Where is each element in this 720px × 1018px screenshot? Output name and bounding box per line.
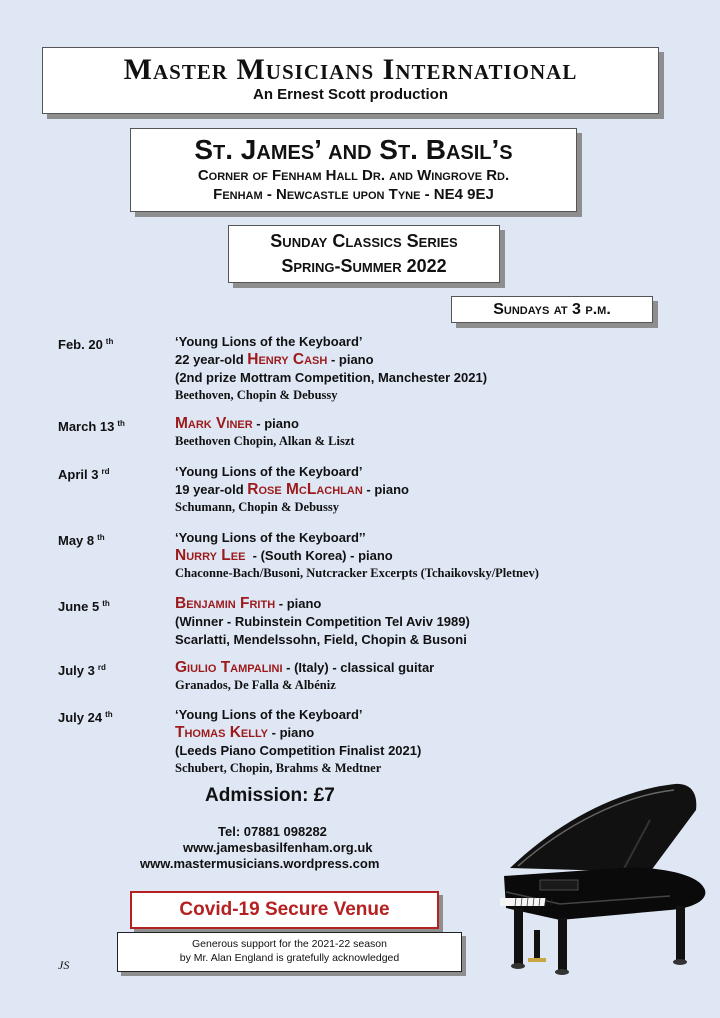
artist-name: Giulio Tampalini (175, 659, 283, 676)
event-tagline: ‘Young Lions of the Keyboard’ (175, 707, 363, 722)
event-date: July 3 $^{rd}$ (58, 663, 106, 678)
event-date: June 5 $^{th}$ (58, 599, 110, 614)
event-tagline: ‘Young Lions of the Keyboard’’ (175, 530, 366, 545)
event-tagline: ‘Young Lions of the Keyboard’ (175, 334, 363, 349)
artist-name: Rose McLachlan (247, 481, 363, 498)
event-performer-line: Thomas Kelly - piano (175, 724, 315, 741)
support-banner (117, 932, 462, 972)
header-subtitle: An Ernest Scott production (253, 86, 448, 103)
event-date: July 24 $^{th}$ (58, 710, 113, 725)
support-text: by Mr. Alan England is gratefully acknowledged (179, 952, 400, 964)
event-program: Beethoven Chopin, Alkan & Liszt (175, 434, 355, 448)
event-performer-line: Giulio Tampalini - (Italy) - classical guitar (175, 659, 435, 676)
venue-address-line: Corner of Fenham Hall Dr. and Wingrove Rd. (197, 167, 510, 184)
contact-website-link[interactable]: www.jamesbasilfenham.org.uk (183, 840, 373, 855)
event-note: (Winner - Rubinstein Competition Tel Aviv 1989) (175, 614, 470, 629)
admission-price: Admission: £7 (205, 785, 335, 806)
event-performer-line: Nurry Lee - (South Korea) - piano (175, 547, 393, 564)
support-text: Generous support for the 2021-22 season (192, 938, 387, 950)
header-banner (42, 47, 659, 114)
artist-name: Thomas Kelly (175, 724, 269, 741)
series-banner (228, 225, 500, 283)
event-note: (Leeds Piano Competition Finalist 2021) (175, 743, 422, 758)
venue-name: St. James’ and St. Basil’s (194, 134, 513, 165)
designer-initials: JS (58, 958, 70, 972)
venue-address-line: Fenham - Newcastle upon Tyne - NE4 9EJ (213, 186, 494, 203)
event-date: March 13 $^{th}$ (58, 419, 125, 434)
event-performer-line: 22 year-old Henry Cash - piano (175, 351, 374, 368)
event-performer-line: 19 year-old Rose McLachlan - piano (175, 481, 409, 498)
event-date: May 8 $^{th}$ (58, 533, 105, 548)
concert-time: Sundays at 3 p.m. (493, 301, 611, 318)
grand-piano-icon (500, 780, 710, 980)
header-title: Master Musicians International (123, 53, 578, 86)
artist-name: Mark Viner (175, 415, 253, 432)
event-program: Schubert, Chopin, Brahms & Medtner (175, 761, 382, 775)
event-note: (2nd prize Mottram Competition, Manchester 2021) (175, 370, 488, 385)
event-program: Beethoven, Chopin & Debussy (175, 388, 338, 402)
artist-name: Henry Cash (247, 351, 328, 368)
event-program: Scarlatti, Mendelssohn, Field, Chopin & Busoni (175, 632, 467, 647)
contact-phone: Tel: 07881 098282 (218, 824, 327, 839)
event-performer-line: Benjamin Frith - piano (175, 595, 322, 612)
series-season: Spring-Summer 2022 (281, 256, 447, 276)
event-program: Schumann, Chopin & Debussy (175, 500, 339, 514)
covid-banner (130, 891, 439, 929)
artist-name: Nurry Lee (175, 547, 246, 564)
covid-notice: Covid-19 Secure Venue (179, 899, 390, 920)
event-date: Feb. 20 $^{th}$ (58, 337, 114, 352)
event-tagline: ‘Young Lions of the Keyboard’ (175, 464, 363, 479)
series-title: Sunday Classics Series (270, 231, 458, 251)
event-performer-line: Mark Viner - piano (175, 415, 299, 432)
contact-website-link[interactable]: www.mastermusicians.wordpress.com (140, 856, 380, 871)
event-date: April 3 $^{rd}$ (58, 467, 110, 482)
venue-banner (130, 128, 577, 212)
time-banner (451, 296, 653, 323)
event-program: Chaconne-Bach/Busoni, Nutcracker Excerpts (Tchaikovsky/Pletnev) (175, 566, 539, 580)
artist-name: Benjamin Frith (175, 595, 276, 612)
event-program: Granados, De Falla & Albéniz (175, 678, 336, 692)
